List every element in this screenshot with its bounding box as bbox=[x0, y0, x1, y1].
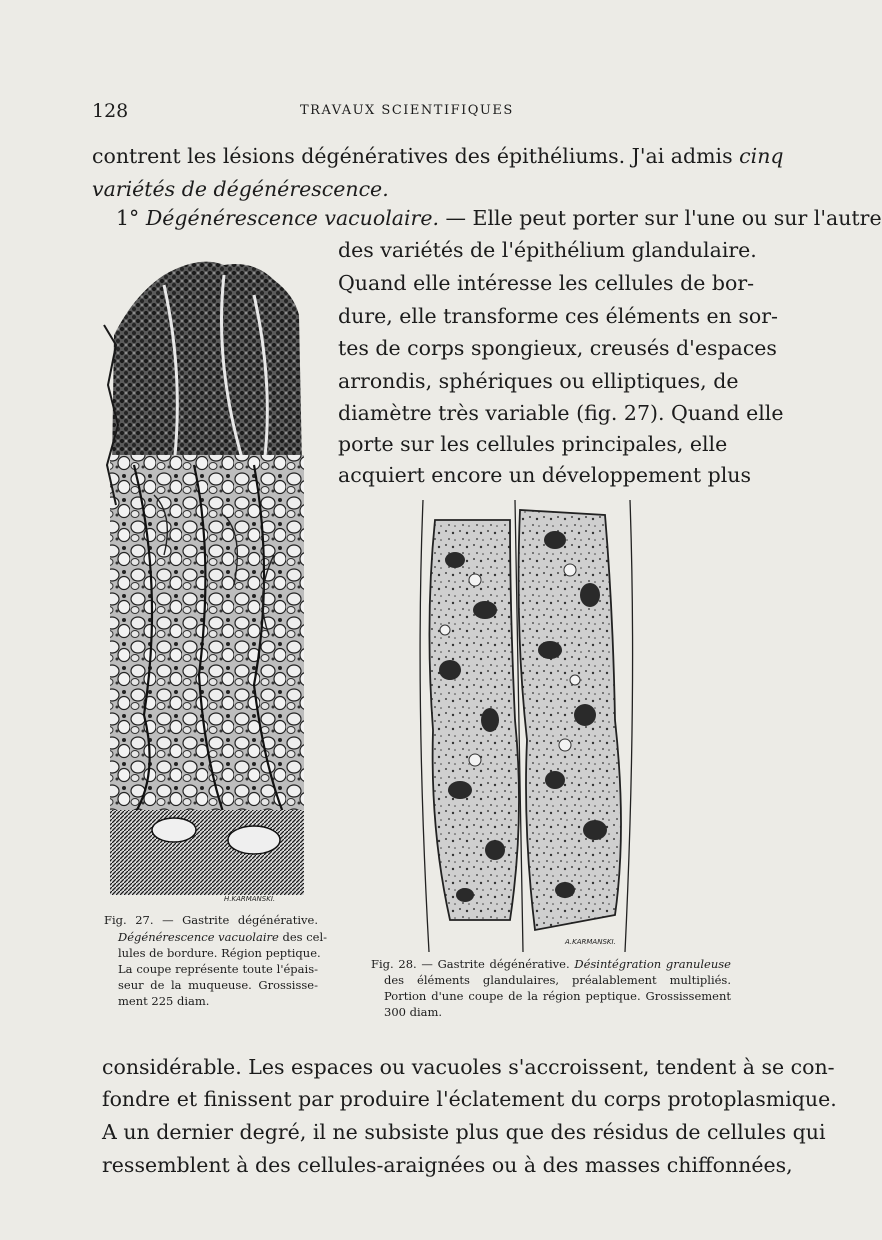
running-title: TRAVAUX SCIENTIFIQUES bbox=[300, 103, 514, 118]
figure-27-caption-line: La coupe représente toute l'épais- bbox=[118, 962, 318, 976]
wrapped-line: dure, elle transforme ces éléments en sor- bbox=[338, 304, 778, 328]
figure-27-engraver-signature: H.KARMANSKI. bbox=[224, 895, 276, 903]
wrapped-line: des variétés de l'épithélium glandulaire. bbox=[338, 238, 757, 262]
figure-27-caption-line: ment 225 diam. bbox=[118, 994, 210, 1008]
figure-28-illustration bbox=[415, 500, 650, 952]
figure-28-caption-line: 300 diam. bbox=[384, 1005, 443, 1019]
body-line-2: variétés de dégénérescence. bbox=[92, 177, 389, 201]
wrapped-line: diamètre très variable (fig. 27). Quand elle bbox=[338, 401, 784, 425]
body-line-bottom: considérable. Les espaces ou vacuoles s'accroissent, tendent à se con- bbox=[102, 1055, 835, 1079]
body-line-bottom: A un dernier degré, il ne subsiste plus que des résidus de cellules qui bbox=[102, 1120, 826, 1144]
section-title: Dégénérescence vacuolaire. bbox=[145, 206, 439, 230]
figure-28-caption-label: Fig. 28. — Gastrite dégénérative. bbox=[371, 957, 575, 971]
figure-27-caption-label: Fig. 27. — Gastrite dégénérative. bbox=[104, 913, 318, 927]
body-line-bottom: ressemblent à des cellules-araignées ou à des masses chiffonnées, bbox=[102, 1153, 793, 1177]
body-line-bottom: fondre et finissent par produire l'éclatement du corps protoplasmique. bbox=[102, 1087, 837, 1111]
wrapped-line: arrondis, sphériques ou elliptiques, de bbox=[338, 369, 739, 393]
wrapped-line: tes de corps spongieux, creusés d'espaces bbox=[338, 336, 777, 360]
figure-28-engraver-signature: A.KARMANSKI. bbox=[565, 938, 616, 946]
figure-28-engraving bbox=[415, 500, 650, 952]
figure-27-caption-line: seur de la muqueuse. Grossisse- bbox=[118, 978, 318, 992]
section-heading-line: 1° Dégénérescence vacuolaire. — Elle peut porter sur l'une ou sur l'autre bbox=[116, 206, 882, 230]
figure-27-illustration bbox=[104, 255, 309, 905]
figure-28-caption-line: des éléments glandulaires, préalablement multipliés. bbox=[384, 973, 731, 987]
wrapped-line: porte sur les cellules principales, elle bbox=[338, 432, 728, 456]
figure-28-caption-line: Fig. 28. — Gastrite dégénérative. Désintégration granuleuse bbox=[371, 957, 731, 971]
page-number: 128 bbox=[92, 100, 129, 122]
body-line-1: contrent les lésions dégénératives des épithéliums. J'ai admis cinq bbox=[92, 144, 784, 168]
section-number: 1° bbox=[116, 206, 140, 230]
wrapped-line: Quand elle intéresse les cellules de bor- bbox=[338, 271, 755, 295]
wrapped-line: acquiert encore un développement plus bbox=[338, 463, 751, 487]
figure-27-caption-line: lules de bordure. Région peptique. bbox=[118, 946, 321, 960]
figure-27-caption-line: Dégénérescence vacuolaire des cel- bbox=[118, 930, 328, 944]
figure-28-caption-line: Portion d'une coupe de la région peptique. Grossissement bbox=[384, 989, 731, 1003]
figure-27-engraving bbox=[104, 255, 309, 905]
